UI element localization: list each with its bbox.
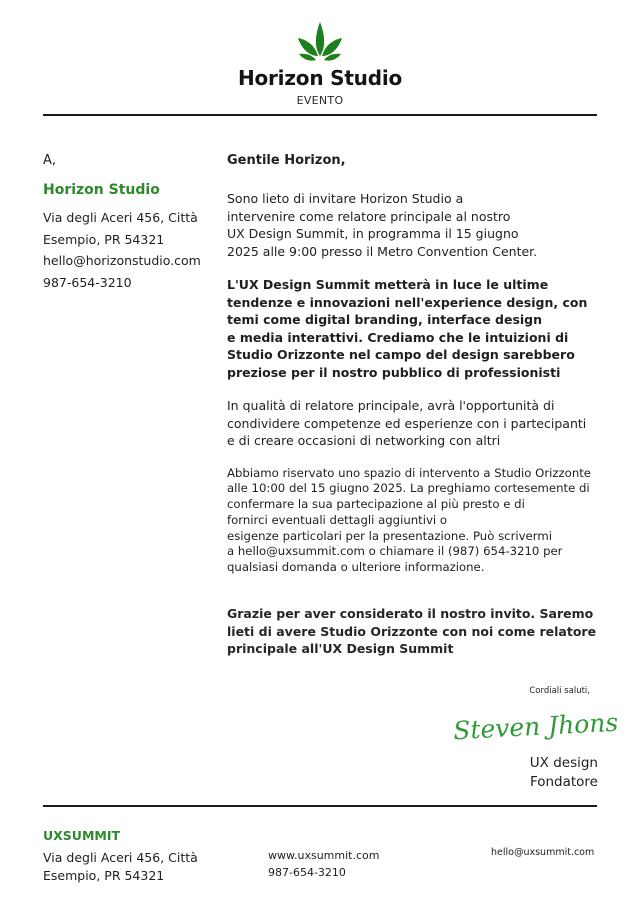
signer-title: Fondatore	[529, 774, 598, 790]
letter-greeting: Gentile Horizon,	[227, 153, 346, 168]
footer-address-line: Via degli Aceri 456, Città	[43, 850, 198, 865]
footer-divider	[43, 805, 597, 807]
signer-role: UX design	[529, 755, 598, 771]
footer-company-name: UXSUMMIT	[43, 828, 120, 843]
footer-email: hello@uxsummit.com	[491, 847, 595, 858]
document-subtitle: EVENTO	[296, 94, 344, 107]
recipient-address	[43, 207, 213, 293]
handwritten-signature	[452, 702, 619, 750]
footer-website: www.uxsummit.com	[268, 849, 380, 862]
footer-address-line: Esempio, PR 54321	[43, 868, 165, 883]
letter-paragraph: L'UX Design Summit metterà in luce le ultime tendenze e innovazioni nell'experience design, con temi come digital branding, interface design e media interattivi. Crediamo che le intuizioni di Studio Orizzonte nel campo del design sarebbero preziose per il nostro pubblico di professionisti	[227, 277, 588, 380]
closing-salutation: Cordiali saluti,	[529, 686, 590, 696]
recipient-block	[43, 152, 213, 293]
recipient-phone: 987-654-3210	[43, 274, 132, 290]
letter-paragraph: In qualità di relatore principale, avrà l'opportunità di condividere competenze ed esperienze con i partecipanti e di creare occasioni di networking con altri	[227, 398, 587, 448]
recipient-email: hello@horizonstudio.com	[43, 253, 201, 268]
svg-text:Steven Jhons: Steven Jhons	[452, 707, 619, 746]
letter-paragraph: Sono lieto di invitare Horizon Studio a intervenire come relatore principale al nostro UX Design Summit, in programma il 15 giugno 2025 alle 9:00 presso il Metro Convention Center.	[227, 191, 538, 259]
company-title: Horizon Studio	[237, 66, 403, 90]
footer-address	[43, 849, 198, 885]
recipient-to-label: A,	[43, 153, 57, 168]
recipient-name: Horizon Studio	[43, 182, 160, 198]
letter-paragraph: Grazie per aver considerato il nostro invito. Saremo lieti di avere Studio Orizzonte con noi come relatore principale all'UX Design Summit	[227, 606, 597, 657]
header-divider	[43, 114, 597, 116]
recipient-address-line: Via degli Aceri 456, Città	[43, 210, 198, 225]
letter-paragraph: Abbiamo riservato uno spazio di intervento a Studio Orizzonte alle 10:00 del 15 giugno 2025. La preghiamo cortesemente di confermare la sua partecipazione al più presto e di fornirci eventuali dettagli aggiuntivi o esigenze particolari per la presentazione. Può scrivermi a hello@uxsummit.com o chiamare il (987) 654-3210 per qualsiasi domanda o ulteriore informazione.	[227, 465, 592, 575]
recipient-address-line: Esempio, PR 54321	[43, 231, 165, 247]
footer-contact	[268, 848, 379, 881]
letter-body	[227, 152, 599, 658]
leaf-plant-icon	[296, 16, 344, 64]
footer-phone: 987-654-3210	[268, 865, 346, 879]
